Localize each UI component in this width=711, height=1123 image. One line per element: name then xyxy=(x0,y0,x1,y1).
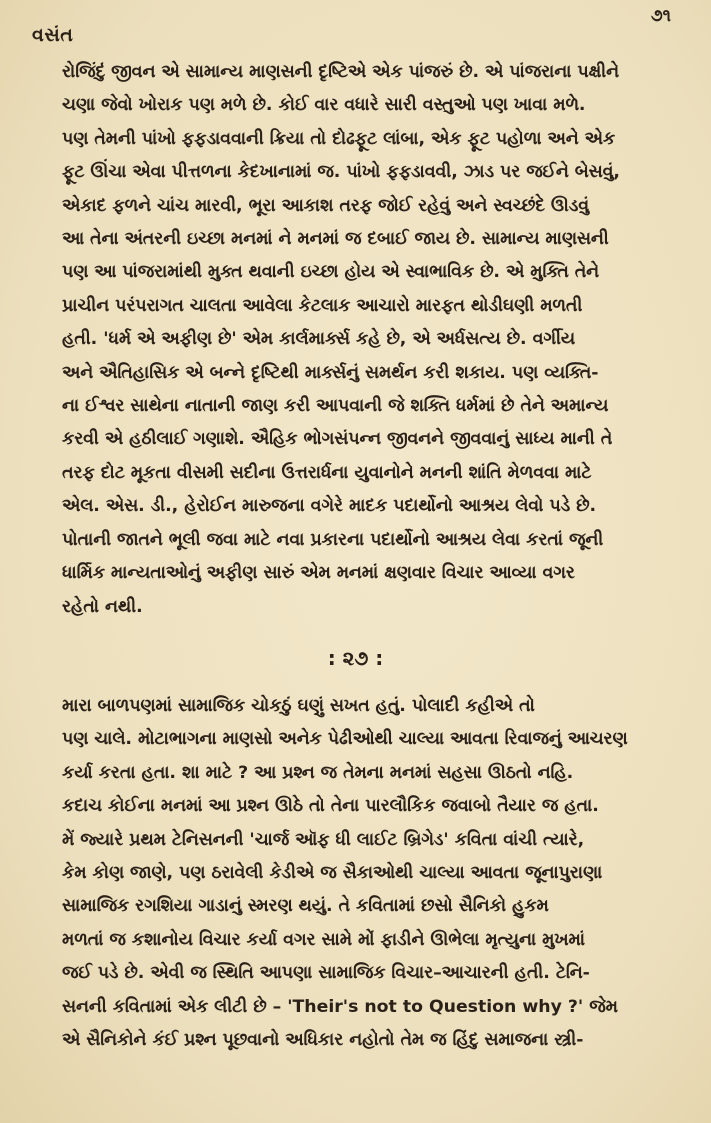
text-line: મળતાં જ કશાનોય વિચાર કર્યા વગર સામે મોં ફાડીને ઊભેલા મૃત્યુના મુખમાં xyxy=(62,929,585,950)
text-line: એકાદ ફળને ચાંચ મારવી, ભૂરા આકાશ તરફ જોઈ રહેવું અને સ્વચ્છંદે ઊડવું xyxy=(62,195,590,216)
text-line: ના ઈશ્વર સાથેના નાતાની જાણ કરી આપવાની જે શક્તિ ધર્મમાં છે તેને અમાન્ય xyxy=(62,396,609,417)
text-line: ધાર્મિક માન્યતાઓનું અફીણ સારું એમ મનમાં ક્ષણવાર વિચાર આવ્યા વગર xyxy=(62,563,575,584)
text-line: રહેતો નથી. xyxy=(62,596,143,617)
page-number: ૭૧ xyxy=(650,6,671,26)
text-line: કર્યા કરતા હતા. શા માટે ? આ પ્રશ્ન જ તેમના મનમાં સહસા ઊઠતો નહિ. xyxy=(62,762,574,783)
text-line: તરફ દોટ મૂકતા વીસમી સદીના ઉત્તરાર્ધના યુવાનોને મનની શાંતિ મેળવવા માટે xyxy=(62,462,592,483)
text-line: અને ઐતિહાસિક એ બન્ને દૃષ્ટિથી માર્ક્સનું સમર્થન કરી શકાય. પણ વ્યક્તિ- xyxy=(62,362,599,383)
text-line: પણ તેમની પાંખો ફફડાવવાની ક્રિયા તો દોઢફૂટ લાંબા, એક ફૂટ પહોળા અને એક xyxy=(62,128,616,149)
text-line: કરવી એ હઠીલાઈ ગણાશે. ઐહિક ભોગસંપન્ન જીવનને જીવવાનું સાધ્ય માની તે xyxy=(62,429,613,450)
text-line: ચણા જેવો ખોરાક પણ મળે છે. કોઈ વાર વધારે સારી વસ્તુઓ પણ ખાવા મળે. xyxy=(62,95,586,116)
text-line: મેં જ્યારે પ્રથમ ટેનિસનની 'ચાર્જ ઑફ ધી લાઈટ બ્રિગેડ' કવિતા વાંચી ત્યારે, xyxy=(62,829,585,850)
text-line: પોતાની જાતને ભૂલી જવા માટે નવા પ્રકારના પદાર્થોનો આશ્રય લેવા કરતાં જૂની xyxy=(62,529,604,550)
text-line: મારા બાળપણમાં સામાજિક ચોકઠું ઘણું સખત હતું. પોલાદી કહીએ તો xyxy=(62,696,535,716)
text-line: સામાજિક રગશિયા ગાડાનું સ્મરણ થયું. તે કવિતામાં છસો સૈનિકો હુકમ xyxy=(62,896,549,917)
text-line: ફૂટ ઊંચા એવા પીત્તળના કેદખાનામાં જ. પાંખો ફફડાવવી, ઝાડ પર જઈને બેસવું, xyxy=(62,162,620,183)
text-line: એલ. એસ. ડી., હેરોઈન મારુજના વગેરે માદક પદાર્થોનો આશ્રય લેવો પડે છે. xyxy=(62,496,597,517)
text-line: પ્રાચીન પરંપરાગત ચાલતા આવેલા કેટલાક આચારો મારફત થોડીઘણી મળતી xyxy=(62,295,583,316)
text-line: કદાચ કોઈના મનમાં આ પ્રશ્ન ઊઠે તો તેના પારલૌકિક જવાબો તૈયાર જ હતા. xyxy=(62,796,599,817)
text-line: જઈ પડે છે. એવી જ સ્થિતિ આપણા સામાજિક વિચાર–આચારની હતી. ટેનિ- xyxy=(62,963,590,984)
paragraph-2 xyxy=(62,690,692,1057)
text-line: કેમ કોણ જાણે, પણ ઠરાવેલી કેડીએ જ સૈકાઓથી ચાલ્યા આવતા જૂનાપુરાણા xyxy=(62,863,603,884)
running-title: વસંત xyxy=(32,24,74,46)
text-line: આ તેના અંતરની ઇચ્છા મનમાં ને મનમાં જ દબાઈ જાય છે. સામાન્ય માણસની xyxy=(62,229,609,250)
text-line: રોજિંદું જીવન એ સામાન્ય માણસની દૃષ્ટિએ એક પાંજરું છે. એ પાંજરાના પક્ષીને xyxy=(62,62,619,82)
chapter-marker: : ૨૭ : xyxy=(327,646,384,670)
text-line: એ સૈનિકોને કંઈ પ્રશ્ન પૂછવાનો અધિકાર નહોતો તેમ જ હિંદુ સમાજના સ્ત્રી- xyxy=(62,1030,584,1051)
text-line: પણ આ પાંજરામાંથી મુક્ત થવાની ઇચ્છા હોય એ સ્વાભાવિક છે. એ મુક્તિ તેને xyxy=(62,262,600,283)
text-line: હતી. 'ધર્મ એ અફીણ છે' એમ કાર્લમાર્ક્સ કહે છે, એ અર્ધસત્ય છે. વર્ગીય xyxy=(62,329,576,350)
paragraph-1 xyxy=(62,56,692,624)
text-line: પણ ચાલે. મોટાભાગના માણસો અનેક પેઢીઓથી ચાલ્યા આવતા રિવાજનું આચરણ xyxy=(62,729,628,750)
text-line: સનની કવિતામાં એક લીટી છે – 'Their's not to Question why ?' જેમ xyxy=(62,996,618,1017)
